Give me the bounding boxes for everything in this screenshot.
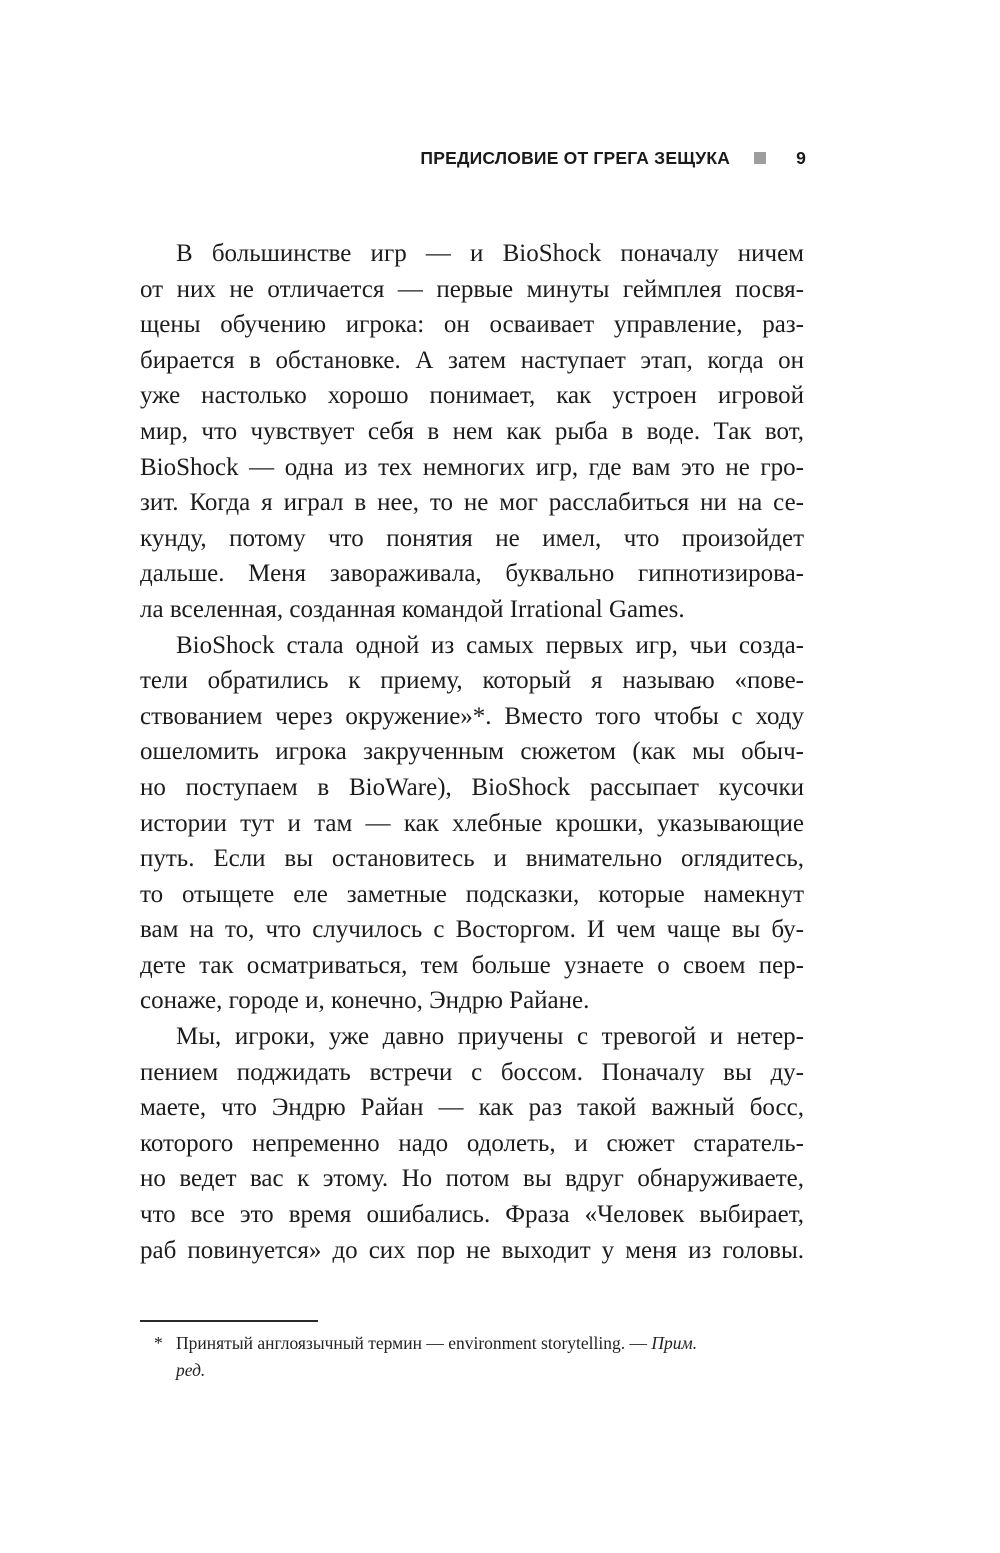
text-line: ствованием через окружение»*. Вместо того чтобы с ходу [140, 702, 804, 730]
text-line: путь. Если вы остановитесь и внимательно оглядитесь, [140, 845, 804, 873]
text-line: зит. Когда я играл в нее, то не мог расслабиться ни на се- [140, 489, 804, 517]
text-line: бирается в обстановке. А затем наступает этап, когда он [140, 346, 804, 374]
paragraph-2 [140, 628, 804, 1020]
text-line: ошеломить игрока закрученным сюжетом (как мы обыч- [140, 738, 804, 766]
body-text [140, 236, 804, 1268]
paragraph-1 [140, 236, 804, 628]
text-line: дальше. Меня завораживала, буквально гипнотизирова- [140, 560, 804, 588]
square-bullet-icon [754, 152, 766, 164]
footnote-divider [140, 1320, 318, 1322]
text-line: то отыщете еле заметные подсказки, которые намекнут [140, 880, 804, 908]
text-line: от них не отличается — первые минуты геймплея посвя- [140, 275, 804, 303]
chapter-title: ПРЕДИСЛОВИЕ ОТ ГРЕГА ЗЕЩУКА [420, 147, 731, 168]
text-line: ла вселенная, созданная командой Irrational Games. [140, 595, 685, 623]
running-head [372, 143, 806, 173]
text-line: вам на то, что случилось с Восторгом. И чем чаще вы бу- [140, 916, 804, 944]
text-line: тели обратились к приему, который я называю «пове- [140, 667, 804, 695]
page-number: 9 [796, 147, 806, 168]
text-line: BioShock стала одной из самых первых игр, чьи созда- [176, 631, 804, 659]
text-line: пением поджидать встречи с боссом. Поначалу вы ду- [140, 1058, 804, 1086]
text-line: раб повинуется» до сих пор не выходит у меня из головы. [140, 1236, 804, 1264]
footnote-editor-note: Прим. [651, 1333, 698, 1353]
footnote-text [176, 1330, 804, 1384]
text-line: В большинстве игр — и BioShock поначалу ничем [176, 240, 804, 267]
text-line: кунду, потому что понятия не имел, что произойдет [140, 524, 804, 552]
text-line: но ведет вас к этому. Но потом вы вдруг обнаруживаете, [140, 1165, 804, 1193]
text-line: что все это время ошибались. Фраза «Человек выбирает, [140, 1201, 804, 1229]
text-line: Мы, игроки, уже давно приучены с тревогой и нетер- [176, 1023, 804, 1051]
paragraph-3 [140, 1019, 804, 1268]
footnote [140, 1330, 804, 1384]
text-line: маете, что Эндрю Райан — как раз такой важный босс, [140, 1094, 804, 1122]
text-line: мир, что чувствует себя в нем как рыба в воде. Так вот, [140, 417, 804, 445]
text-line: щены обучению игрока: он осваивает управление, раз- [140, 311, 804, 339]
text-line: BioShock — одна из тех немногих игр, где вам это не гро- [140, 453, 804, 481]
footnote-body: Принятый англоязычный термин — environment storytelling. — [176, 1333, 652, 1353]
text-line: которого непременно надо одолеть, и сюжет старатель- [140, 1129, 804, 1157]
text-line: истории тут и там — как хлебные крошки, указывающие [140, 809, 804, 837]
text-line: уже настолько хорошо понимает, как устроен игровой [140, 382, 804, 410]
text-line: дете так осматриваться, тем больше узнаете о своем пер- [140, 951, 804, 979]
text-line: сонаже, городе и, конечно, Эндрю Райане. [140, 987, 590, 1015]
footnote-mark: * [154, 1333, 163, 1353]
text-line: но поступаем в BioWare), BioShock рассыпает кусочки [140, 773, 804, 801]
footnote-editor-note-cont: ред. [176, 1360, 206, 1380]
